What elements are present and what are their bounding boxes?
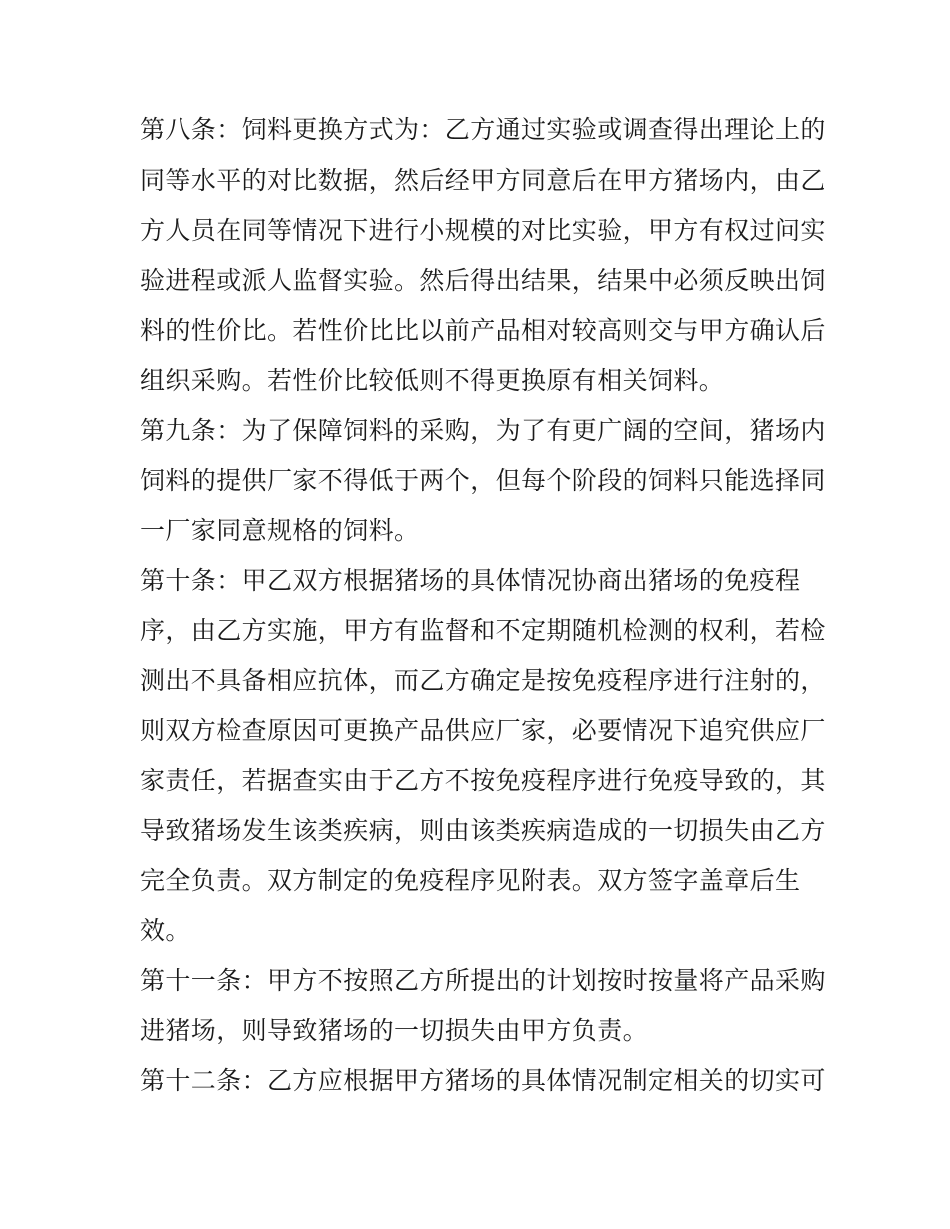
article-10-line-2: 序，由乙方实施，甲方有监督和不定期随机检测的权利，若检	[140, 616, 826, 645]
article-10-line-8: 效。	[140, 916, 191, 945]
article-8-line-4: 验进程或派人监督实验。然后得出结果，结果中必须反映出饲	[140, 266, 826, 295]
article-10-line-7: 完全负责。双方制定的免疫程序见附表。双方签字盖章后生	[140, 866, 801, 895]
article-10-line-3: 测出不具备相应抗体，而乙方确定是按免疫程序进行注射的，	[140, 666, 826, 695]
article-9-line-3: 一厂家同意规格的饲料。	[140, 516, 420, 545]
article-12-line-1: 第十二条：乙方应根据甲方猪场的具体情况制定相关的切实可	[140, 1066, 826, 1095]
article-9-line-1: 第九条：为了保障饲料的采购，为了有更广阔的空间，猪场内	[140, 416, 826, 445]
article-9-line-2: 饲料的提供厂家不得低于两个，但每个阶段的饲料只能选择同	[140, 466, 826, 495]
article-8-line-5: 料的性价比。若性价比比以前产品相对较高则交与甲方确认后	[140, 316, 826, 345]
article-10-line-6: 导致猪场发生该类疾病，则由该类疾病造成的一切损失由乙方	[140, 816, 826, 845]
article-8-line-6: 组织采购。若性价比较低则不得更换原有相关饲料。	[140, 366, 725, 395]
article-10-line-4: 则双方检查原因可更换产品供应厂家，必要情况下追究供应厂	[140, 716, 826, 745]
article-8-line-1: 第八条：饲料更换方式为：乙方通过实验或调查得出理论上的	[140, 115, 826, 144]
article-10-line-1: 第十条：甲乙双方根据猪场的具体情况协商出猪场的免疫程	[140, 566, 801, 595]
article-10-line-5: 家责任，若据查实由于乙方不按免疫程序进行免疫导致的，其	[140, 766, 826, 795]
article-11-line-1: 第十一条：甲方不按照乙方所提出的计划按时按量将产品采购	[140, 966, 826, 995]
article-11-line-2: 进猪场，则导致猪场的一切损失由甲方负责。	[140, 1016, 649, 1045]
article-8-line-3: 方人员在同等情况下进行小规模的对比实验，甲方有权过问实	[140, 216, 826, 245]
article-8-line-2: 同等水平的对比数据，然后经甲方同意后在甲方猪场内，由乙	[140, 166, 826, 195]
